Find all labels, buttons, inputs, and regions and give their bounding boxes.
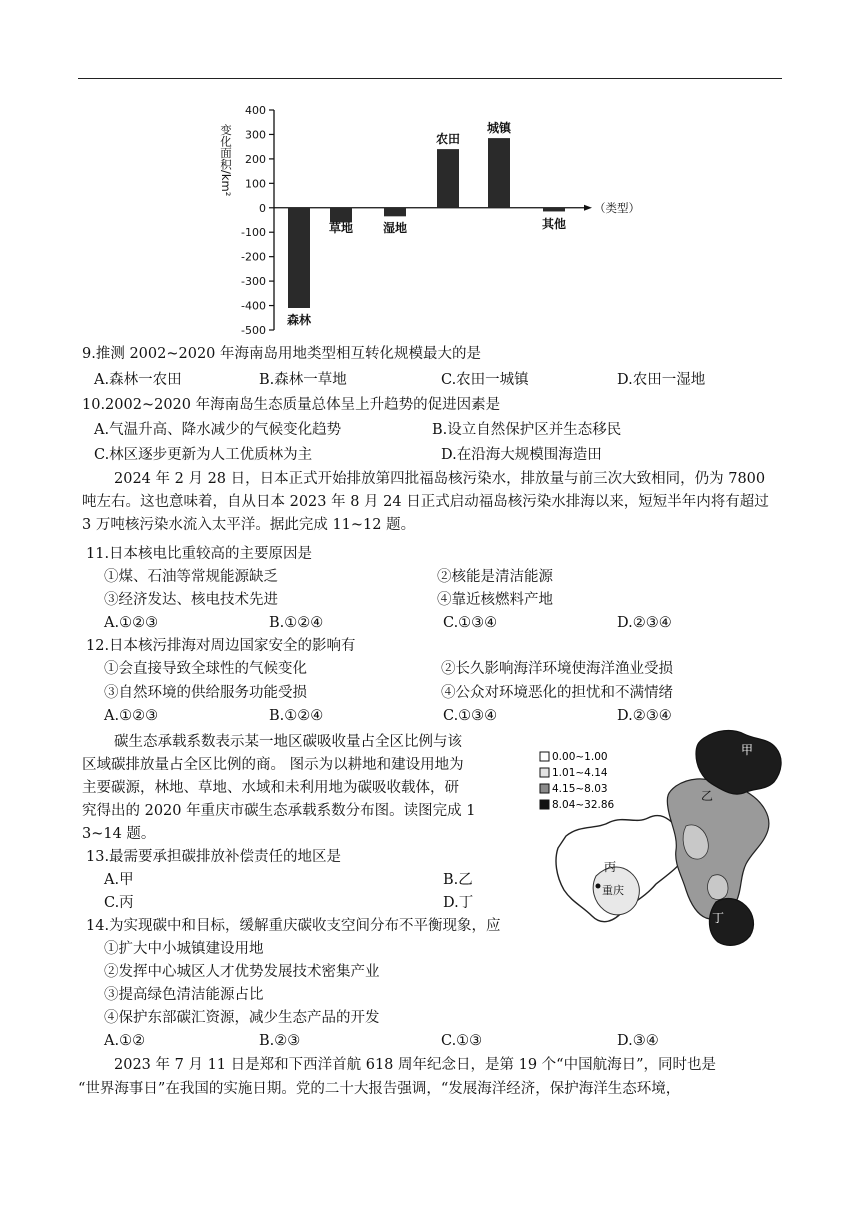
map-label-ding: 丁 <box>712 911 725 925</box>
q11-item-2: ②核能是清洁能源 <box>437 569 553 585</box>
q14-item-2: ②发挥中心城区人才优势发展技术密集产业 <box>104 964 380 980</box>
q12-item-4: ④公众对环境恶化的担忧和不满情绪 <box>441 685 673 701</box>
bar-label-5: 其他 <box>541 216 567 231</box>
bar-label-3: 农田 <box>435 132 461 147</box>
q13-option-c[interactable]: C.丙 <box>104 895 134 911</box>
header-rule <box>78 78 782 79</box>
q14-option-a[interactable]: A.①② <box>104 1033 146 1049</box>
y-tick-label: -500 <box>241 324 266 337</box>
q10-option-c[interactable]: C.林区逐步更新为人工优质林为主 <box>94 447 313 463</box>
passage-carbon-line-2: 区域碳排放量占全区比例的商。 图示为以耕地和建设用地为 <box>82 757 464 773</box>
passage-carbon-line-5: 3~14 题。 <box>82 826 156 842</box>
bar-3 <box>437 149 459 208</box>
q14-stem: 14.为实现碳中和目标，缓解重庆碳收支空间分布不平衡现象，应 <box>86 918 501 934</box>
q13-option-d[interactable]: D.丁 <box>443 895 474 911</box>
land-change-bar-chart <box>214 98 654 343</box>
q14-item-4: ④保护东部碳汇资源，减少生态产品的开发 <box>104 1010 380 1026</box>
q11-option-a[interactable]: A.①②③ <box>104 615 159 631</box>
q11-item-3: ③经济发达、核电技术先进 <box>104 592 278 608</box>
q12-option-b[interactable]: B.①②④ <box>269 708 324 724</box>
q9-option-b[interactable]: B.森林一草地 <box>259 372 347 388</box>
map-label-chongqing: 重庆 <box>602 884 624 897</box>
y-tick-label: -100 <box>241 226 266 240</box>
q12-stem: 12.日本核污排海对周边国家安全的影响有 <box>86 638 356 654</box>
q12-item-1: ①会直接导致全球性的气候变化 <box>104 661 307 677</box>
q9-option-d[interactable]: D.农田一湿地 <box>617 372 706 388</box>
bar-label-4: 城镇 <box>486 121 512 136</box>
q10-stem: 10.2002~2020 年海南岛生态质量总体呈上升趋势的促进因素是 <box>82 397 501 413</box>
x-axis-arrow <box>584 205 592 211</box>
q9-option-a[interactable]: A.森林一农田 <box>94 372 182 388</box>
y-tick-label: -300 <box>241 275 266 289</box>
q14-option-d[interactable]: D.③④ <box>617 1033 659 1049</box>
q14-item-1: ①扩大中小城镇建设用地 <box>104 941 264 957</box>
q10-option-a[interactable]: A.气温升高、降水减少的气候变化趋势 <box>94 422 342 438</box>
q14-item-3: ③提高绿色清洁能源占比 <box>104 987 264 1003</box>
passage-carbon-line-3: 主要碳源，林地、草地、水域和未利用地为碳吸收载体，研 <box>82 780 459 796</box>
q11-option-c[interactable]: C.①③④ <box>443 615 498 631</box>
map-label-yi: 乙 <box>701 789 714 803</box>
q14-option-c[interactable]: C.①③ <box>441 1033 483 1049</box>
q9-stem: 9.推测 2002~2020 年海南岛用地类型相互转化规模最大的是 <box>82 346 482 362</box>
bar-label-0: 森林 <box>286 313 312 327</box>
passage-fukushima: 2024 年 2 月 28 日，日本正式开始排放第四批福岛核污染水，排放量与前三次大致相同，仍为 7800 吨左右。这也意味着，自从日本 2023 年 8 月 24 日正式启动福岛核污染水排海以来，短短半年内将有超过 3 万吨核污染水流入太平洋。据此完成 11~12 题。 <box>82 471 769 533</box>
y-tick-label: 400 <box>245 104 266 117</box>
q11-option-d[interactable]: D.②③④ <box>617 615 672 631</box>
map-label-bing: 丙 <box>604 860 617 874</box>
bar-2 <box>384 208 406 217</box>
y-tick-label: 0 <box>259 201 266 215</box>
legend-label-2: 1.01~4.14 <box>552 767 608 779</box>
legend-label-1: 0.00~1.00 <box>552 751 608 763</box>
bar-label-1: 草地 <box>328 220 354 235</box>
y-tick-label: 300 <box>245 128 266 142</box>
legend-label-4: 8.04~32.86 <box>552 799 615 811</box>
q12-option-d[interactable]: D.②③④ <box>617 708 672 724</box>
bar-0 <box>288 208 310 308</box>
q12-item-3: ③自然环境的供给服务功能受损 <box>104 685 307 701</box>
q13-option-b[interactable]: B.乙 <box>443 872 473 888</box>
chongqing-city-dot <box>596 884 601 889</box>
q11-stem: 11.日本核电比重较高的主要原因是 <box>86 546 313 562</box>
legend-label-3: 4.15~8.03 <box>552 783 608 795</box>
q12-item-2: ②长久影响海洋环境使海洋渔业受损 <box>441 661 673 677</box>
q12-option-c[interactable]: C.①③④ <box>443 708 498 724</box>
q12-option-a[interactable]: A.①②③ <box>104 708 159 724</box>
map-legend <box>540 751 615 811</box>
y-tick-label: -400 <box>241 299 266 313</box>
y-tick-label: 100 <box>245 177 266 191</box>
x-axis-label: （类型） <box>594 200 640 215</box>
bar-5 <box>543 208 565 212</box>
q11-item-1: ①煤、石油等常规能源缺乏 <box>104 569 278 585</box>
map-label-jia: 甲 <box>741 743 754 757</box>
q13-stem: 13.最需要承担碳排放补偿责任的地区是 <box>86 849 342 865</box>
passage-carbon-line-4: 究得出的 2020 年重庆市碳生态承载系数分布图。读图完成 1 <box>82 803 476 819</box>
q9-option-c[interactable]: C.农田一城镇 <box>441 372 529 388</box>
q10-option-d[interactable]: D.在沿海大规模围海造田 <box>441 447 602 463</box>
q13-option-a[interactable]: A.甲 <box>104 872 134 888</box>
q11-option-b[interactable]: B.①②④ <box>269 615 324 631</box>
bar-label-2: 湿地 <box>382 220 408 235</box>
bar-4 <box>488 138 510 208</box>
passage-navigation-line-1: 2023 年 7 月 11 日是郑和下西洋首航 618 周年纪念日，是第 19 个“中国航海日”，同时也是 <box>114 1057 717 1073</box>
y-tick-label: -200 <box>241 250 266 264</box>
q14-option-b[interactable]: B.②③ <box>259 1033 301 1049</box>
y-tick-label: 200 <box>245 152 266 166</box>
passage-navigation-line-2: “世界海事日”在我国的实施日期。党的二十大报告强调，“发展海洋经济，保护海洋生态环境， <box>78 1081 681 1097</box>
q10-option-b[interactable]: B.设立自然保护区并生态移民 <box>432 422 622 438</box>
passage-carbon-line-1: 碳生态承载系数表示某一地区碳吸收量占全区比例与该 <box>114 734 462 750</box>
chongqing-carbon-map <box>536 726 786 950</box>
q11-item-4: ④靠近核燃料产地 <box>437 592 553 608</box>
y-axis-label: 变化面积/km² <box>219 124 233 197</box>
